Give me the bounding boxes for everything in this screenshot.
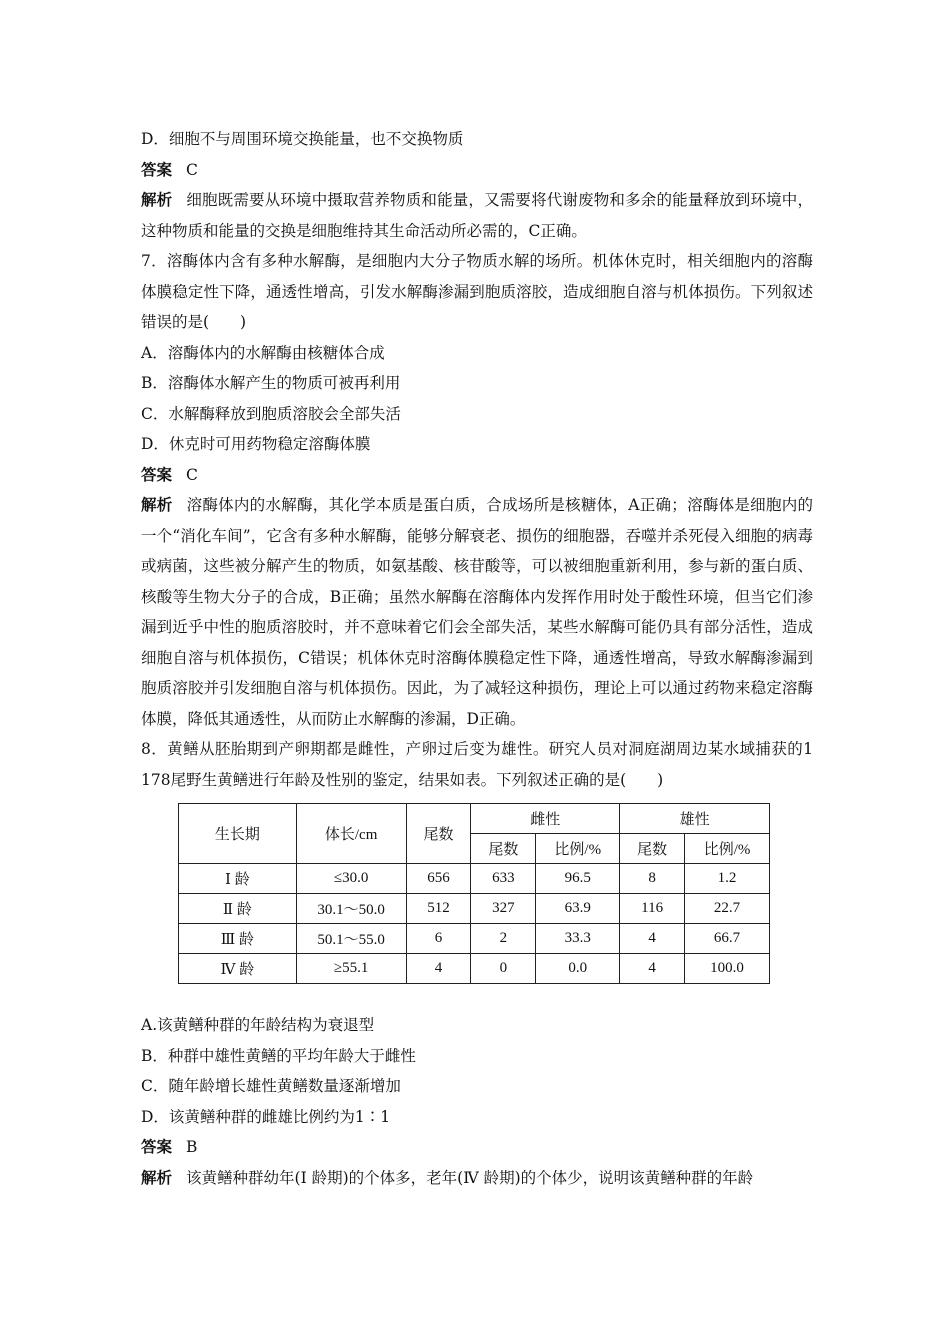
table-row [179,864,770,894]
q8-analysis [141,1163,813,1194]
cell-length: 50.1～55.0 [296,924,406,954]
table-row [179,894,770,924]
q7-answer [141,460,813,491]
spacer [141,998,813,1010]
analysis-label: 解析 [141,496,173,514]
cell-count: 656 [406,864,471,894]
cell-female-count: 633 [471,864,536,894]
cell-stage: Ⅲ 龄 [179,924,297,954]
cell-female-count: 327 [471,894,536,924]
cell-male-ratio: 22.7 [685,894,770,924]
cell-stage: Ⅳ 龄 [179,954,297,984]
header-male-ratio: 比例/% [685,834,770,864]
header-female-count: 尾数 [471,834,536,864]
answer-label: 答案 [141,160,173,179]
q7-analysis [141,490,813,734]
prev-analysis [141,185,813,246]
cell-male-ratio: 66.7 [685,924,770,954]
analysis-text: 该黄鳝种群幼年(Ⅰ 龄期)的个体多，老年(Ⅳ 龄期)的个体少，说明该黄鳝种群的年龄 [186,1168,754,1187]
cell-female-count: 0 [471,954,536,984]
cell-male-count: 116 [620,894,685,924]
analysis-text: 细胞既需要从环境中摄取营养物质和能量，又需要将代谢废物和多余的能量释放到环境中，这种物质和能量的交换是细胞维持其生命活动所必需的，C正确。 [141,191,813,240]
eel-data-table [178,803,770,984]
cell-male-ratio: 100.0 [685,954,770,984]
prev-option-d: D．细胞不与周围环境交换能量，也不交换物质 [141,130,464,148]
answer-value: C [186,160,198,179]
cell-female-ratio: 0.0 [536,954,620,984]
cell-female-ratio: 63.9 [536,894,620,924]
q7-option-a: A．溶酶体内的水解酶由核糖体合成 [141,343,385,362]
cell-female-ratio: 33.3 [536,924,620,954]
header-female: 雌性 [471,804,620,834]
cell-count: 6 [406,924,471,954]
cell-male-count: 4 [620,954,685,984]
cell-female-ratio: 96.5 [536,864,620,894]
q7-option-c: C．水解酶释放到胞质溶胶会全部失活 [141,404,401,423]
table-header-row [179,804,770,834]
header-count: 尾数 [406,804,471,864]
cell-female-count: 2 [471,924,536,954]
header-male: 雄性 [620,804,770,834]
cell-length: ≤30.0 [296,864,406,894]
q7-stem: 7．溶酶体内含有多种水解酶，是细胞内大分子物质水解的场所。机体休克时，相关细胞内的溶酶体膜稳定性下降，通透性增高，引发水解酶渗漏到胞质溶胶，造成细胞自溶与机体损伤。下列叙述错误的是( ) [141,252,813,331]
answer-value: C [186,465,198,484]
analysis-label: 解析 [141,191,173,209]
cell-count: 512 [406,894,471,924]
q8-stem: 8．黄鳝从胚胎期到产卵期都是雌性，产卵过后变为雄性。研究人员对洞庭湖周边某水域捕获的1 178尾野生黄鳝进行年龄及性别的鉴定，结果如表。下列叙述正确的是( ) [141,740,813,789]
prev-answer [141,155,813,186]
cell-male-count: 4 [620,924,685,954]
answer-label: 答案 [141,465,173,484]
q8-option-a: A.该黄鳝种群的年龄结构为衰退型 [141,1016,375,1034]
cell-length: ≥55.1 [296,954,406,984]
cell-male-count: 8 [620,864,685,894]
header-length: 体长/cm [296,804,406,864]
q7-option-d: D．休克时可用药物稳定溶酶体膜 [141,435,371,453]
q8-answer [141,1132,813,1163]
analysis-text: 溶酶体内的水解酶，其化学本质是蛋白质，合成场所是核糖体，A正确；溶酶体是细胞内的一个“消化车间”，它含有多种水解酶，能够分解衰老、损伤的细胞器，吞噬并杀死侵入细胞的病毒或病菌，这些被分解产生的物质，如氨基酸、核苷酸等，可以被细胞重新利用，参与新的蛋白质、核酸等生物大分子的合成，B正确；虽然水解酶在溶酶体内发挥作用时处于酸性环境，但当它们渗漏到近乎中性的胞质溶胶时，并不意味着它们会全部失活，某些水解酶可能仍具有部分活性，造成细胞自溶与机体损伤，C错误；机体休克时溶酶体膜稳定性下降，通透性增高，导致水解酶渗漏到胞质溶胶并引发细胞自溶与机体损伤。因此，为了减轻这种损伤，理论上可以通过药物来稳定溶酶体膜，降低其通透性，从而防止水解酶的渗漏，D正确。 [141,496,813,728]
table-row [179,954,770,984]
table-row [179,924,770,954]
cell-count: 4 [406,954,471,984]
cell-stage: Ⅰ 龄 [179,864,297,894]
analysis-label: 解析 [141,1168,173,1187]
answer-value: B [186,1138,198,1156]
q8-option-b: B．种群中雄性黄鳝的平均年龄大于雌性 [141,1046,416,1065]
header-male-count: 尾数 [620,834,685,864]
cell-length: 30.1～50.0 [296,894,406,924]
header-female-ratio: 比例/% [536,834,620,864]
q7-option-b: B．溶酶体水解产生的物质可被再利用 [141,374,401,392]
document-page [141,124,813,1193]
header-stage: 生长期 [179,804,297,864]
cell-stage: Ⅱ 龄 [179,894,297,924]
q8-option-d: D．该黄鳝种群的雌雄比例约为1∶1 [141,1107,391,1126]
answer-label: 答案 [141,1138,173,1156]
q8-option-c: C．随年龄增长雄性黄鳝数量逐渐增加 [141,1077,401,1095]
cell-male-ratio: 1.2 [685,864,770,894]
